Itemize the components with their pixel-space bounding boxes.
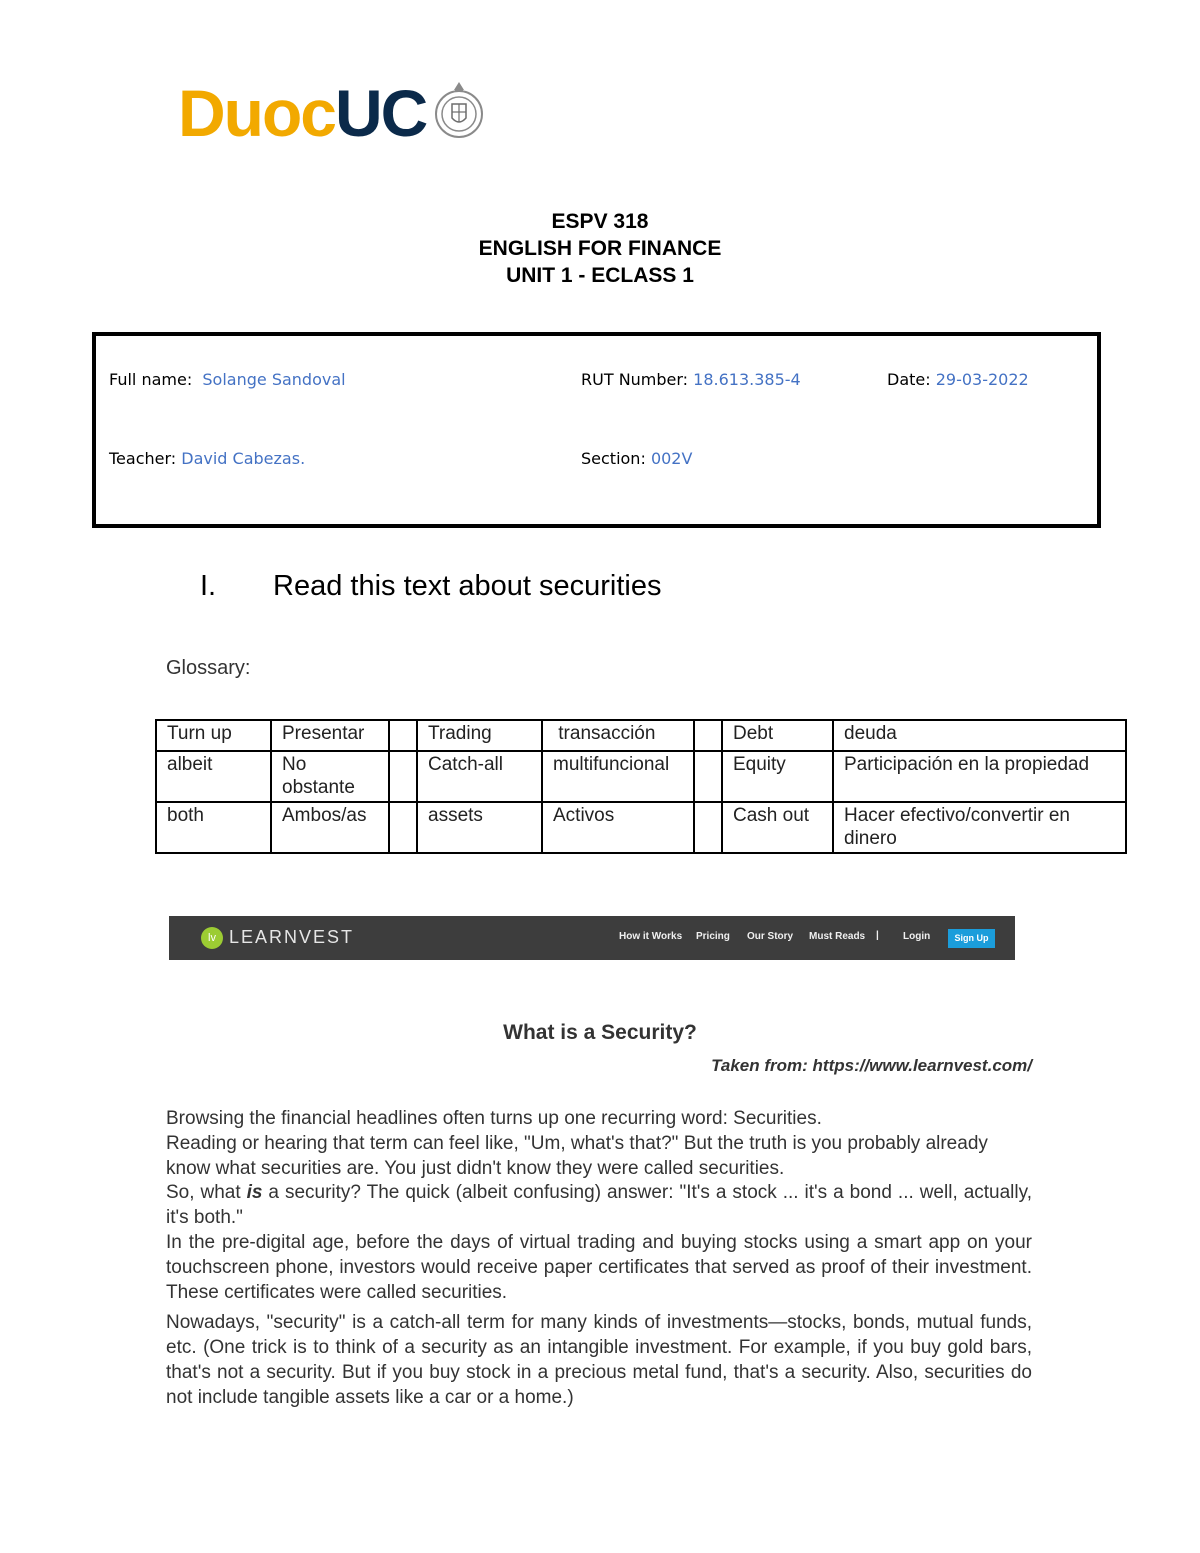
article-paragraph: Browsing the financial headlines often turns up one recurring word: Securities. bbox=[166, 1108, 822, 1129]
glossary-cell: assets bbox=[417, 802, 542, 853]
date-value: 29-03-2022 bbox=[935, 370, 1029, 389]
teacher-label: Teacher: bbox=[109, 449, 177, 468]
glossary-cell: Equity bbox=[722, 751, 833, 802]
teacher-field bbox=[109, 449, 305, 468]
glossary-cell: Trading bbox=[417, 720, 542, 751]
paragraph-text: a security? The quick (albeit confusing) answer: "It's a stock ... it's a bond ... well, actually, it's both." bbox=[166, 1182, 1032, 1229]
glossary-row bbox=[156, 802, 1126, 853]
course-name: ENGLISH FOR FINANCE bbox=[478, 237, 722, 260]
course-code: ESPV 318 bbox=[551, 210, 649, 233]
article-source: Taken from: https://www.learnvest.com/ bbox=[711, 1056, 1032, 1075]
glossary-cell: Debt bbox=[722, 720, 833, 751]
full-name-label: Full name: bbox=[109, 370, 193, 389]
glossary-cell: Presentar bbox=[271, 720, 389, 751]
emphasis-text: is bbox=[246, 1182, 263, 1204]
section-field bbox=[581, 449, 692, 468]
full-name-field bbox=[109, 370, 346, 389]
glossary-cell: multifuncional bbox=[542, 751, 694, 802]
learnvest-banner bbox=[169, 916, 1015, 960]
duoc-uc-logo bbox=[178, 78, 485, 148]
glossary-row bbox=[156, 751, 1126, 802]
article-paragraph: In the pre-digital age, before the days of virtual trading and buying stocks using a smart app on your touchscreen phone, investors would receive paper certificates that served as proof of their investment. These certificates were called securities. bbox=[166, 1231, 1032, 1303]
article-paragraph: Reading or hearing that term can feel like, "Um, what's that?" But the truth is you probably already know what securities are. You just didn't know they were called securities. bbox=[166, 1132, 988, 1179]
student-info-box bbox=[92, 332, 1101, 528]
nav-separator: | bbox=[876, 930, 879, 941]
glossary-cell bbox=[694, 751, 722, 802]
glossary-table bbox=[155, 719, 1127, 854]
section-title: Read this text about securities bbox=[273, 570, 662, 602]
article-body bbox=[166, 1107, 1032, 1411]
glossary-cell bbox=[694, 720, 722, 751]
glossary-cell bbox=[389, 751, 417, 802]
glossary-cell: transacción bbox=[542, 720, 694, 751]
glossary-cell: albeit bbox=[156, 751, 271, 802]
logo-word-uc: UC bbox=[335, 76, 427, 150]
university-seal-icon bbox=[433, 78, 485, 146]
glossary-cell: Turn up bbox=[156, 720, 271, 751]
glossary-cell: Catch-all bbox=[417, 751, 542, 802]
glossary-label: Glossary: bbox=[166, 657, 251, 679]
glossary-cell: Ambos/as bbox=[271, 802, 389, 853]
section-value: 002V bbox=[650, 449, 693, 468]
date-label: Date: bbox=[887, 370, 931, 389]
sign-up-button: Sign Up bbox=[948, 929, 995, 948]
date-field bbox=[887, 370, 1029, 389]
article-paragraph bbox=[166, 1181, 1032, 1231]
nav-login: Login bbox=[903, 931, 931, 942]
teacher-value: David Cabezas. bbox=[181, 449, 306, 468]
article-title: What is a Security? bbox=[503, 1021, 697, 1044]
glossary-cell: Cash out bbox=[722, 802, 833, 853]
glossary-cell: No obstante bbox=[271, 751, 389, 802]
nav-our-story: Our Story bbox=[747, 931, 794, 942]
logo-word-duoc: Duoc bbox=[178, 76, 335, 150]
nav-must-reads: Must Reads bbox=[809, 931, 866, 942]
rut-label: RUT Number: bbox=[581, 370, 689, 389]
unit-title: UNIT 1 - ECLASS 1 bbox=[506, 264, 694, 287]
full-name-value: Solange Sandoval bbox=[202, 370, 346, 389]
glossary-cell bbox=[694, 802, 722, 853]
glossary-cell: Activos bbox=[542, 802, 694, 853]
nav-how-it-works: How it Works bbox=[619, 931, 683, 942]
glossary-cell: both bbox=[156, 802, 271, 853]
rut-field bbox=[581, 370, 801, 389]
glossary-cell: Hacer efectivo/convertir en dinero bbox=[833, 802, 1126, 853]
learnvest-logo-icon: lv bbox=[201, 927, 223, 949]
glossary-row bbox=[156, 720, 1126, 751]
learnvest-logo-text: LEARNVEST bbox=[229, 927, 355, 947]
article-paragraph: Nowadays, "security" is a catch-all term for many kinds of investments—stocks, bonds, mutual funds, etc. (One trick is to think of a security as an intangible investment. For example, if you buy gold bars, that's not a security. But if you buy stock in a precious metal fund, that's a security. Also, securities do not include tangible assets like a car or a home.) bbox=[166, 1312, 1032, 1408]
course-heading bbox=[0, 208, 1200, 289]
section-label: Section: bbox=[581, 449, 646, 468]
nav-pricing: Pricing bbox=[696, 931, 730, 942]
rut-value: 18.613.385-4 bbox=[693, 370, 801, 389]
glossary-cell bbox=[389, 720, 417, 751]
paragraph-text: So, what bbox=[166, 1182, 247, 1204]
glossary-cell: deuda bbox=[833, 720, 1126, 751]
glossary-cell bbox=[389, 802, 417, 853]
section-number: I. bbox=[200, 570, 217, 602]
glossary-cell: Participación en la propiedad bbox=[833, 751, 1126, 802]
